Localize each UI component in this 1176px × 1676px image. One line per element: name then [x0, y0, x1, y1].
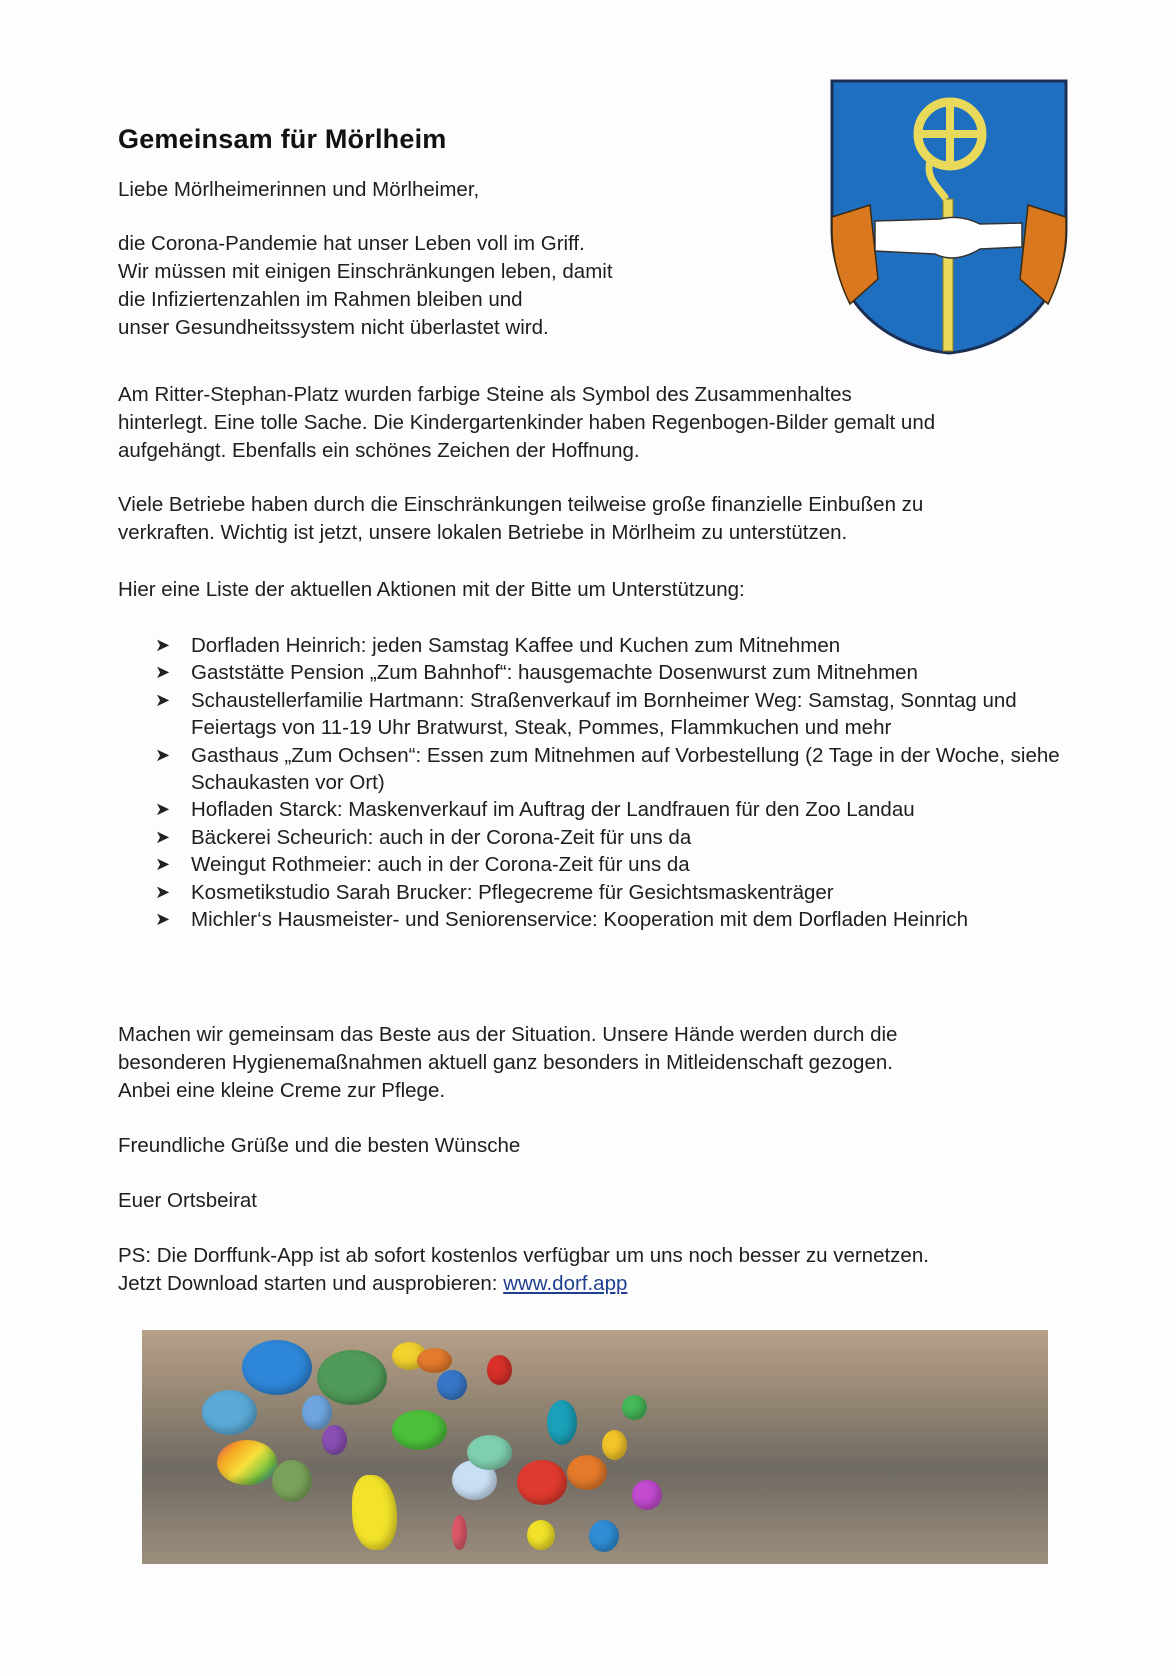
list-item: ➤ Weingut Rothmeier: auch in der Corona-Zeit für uns da [155, 851, 1075, 878]
closing-line: besonderen Hygienemaßnahmen aktuell ganz besonders in Mitleidenschaft gezogen. [118, 1051, 893, 1074]
arrowhead-bullet-icon: ➤ [155, 689, 171, 710]
greeting: Freundliche Grüße und die besten Wünsche [118, 1134, 521, 1157]
list-item: ➤ Dorfladen Heinrich: jeden Samstag Kaffee und Kuchen zum Mitnehmen [155, 632, 1075, 659]
list-item: ➤ Bäckerei Scheurich: auch in der Corona-Zeit für uns da [155, 824, 1075, 851]
painted-stones-photo [142, 1330, 1048, 1564]
business-line: verkraften. Wichtig ist jetzt, unsere lokalen Betriebe in Mörlheim zu unterstützen. [118, 521, 848, 544]
list-intro: Hier eine Liste der aktuellen Aktionen mit der Bitte um Unterstützung: [118, 578, 745, 601]
ps-line: Jetzt Download starten und ausprobieren: www.dorf.app [118, 1272, 628, 1295]
arrowhead-bullet-icon: ➤ [155, 881, 171, 902]
signature: Euer Ortsbeirat [118, 1189, 257, 1212]
arrowhead-bullet-icon: ➤ [155, 799, 171, 820]
arrowhead-bullet-icon: ➤ [155, 854, 171, 875]
salutation: Liebe Mörlheimerinnen und Mörlheimer, [118, 178, 480, 201]
list-item: ➤ Schaustellerfamilie Hartmann: Straßenverkauf im Bornheimer Weg: Samstag, Sonntag und Feiertags von 11-19 Uhr Bratwurst, Steak, Pommes, Flammkuchen und mehr [155, 688, 1017, 740]
arrowhead-bullet-icon: ➤ [155, 826, 171, 847]
stones-line: aufgehängt. Ebenfalls ein schönes Zeichen der Hoffnung. [118, 439, 640, 462]
business-line: Viele Betriebe haben durch die Einschränkungen teilweise große finanzielle Einbußen zu [118, 493, 924, 516]
stones-paragraph [118, 381, 935, 465]
list-item: ➤ Michler‘s Hausmeister- und Seniorenservice: Kooperation mit dem Dorfladen Heinrich [155, 906, 1075, 933]
dorf-app-link[interactable]: www.dorf.app [503, 1272, 628, 1295]
list-item: ➤ Kosmetikstudio Sarah Brucker: Pflegecreme für Gesichtsmaskenträger [155, 879, 1075, 906]
actions-list [155, 632, 1075, 933]
intro-line: Wir müssen mit einigen Einschränkungen leben, damit [118, 260, 613, 283]
closing-line: Anbei eine kleine Creme zur Pflege. [118, 1079, 446, 1102]
arrowhead-bullet-icon: ➤ [155, 909, 171, 930]
arrowhead-bullet-icon: ➤ [155, 635, 171, 655]
coat-of-arms-icon [830, 79, 1068, 355]
ps-paragraph [118, 1242, 929, 1298]
list-item: ➤ Hofladen Starck: Maskenverkauf im Auftrag der Landfrauen für den Zoo Landau [155, 796, 1075, 823]
arrowhead-bullet-icon: ➤ [155, 662, 171, 683]
intro-line: unser Gesundheitssystem nicht überlastet wird. [118, 316, 549, 339]
intro-line: die Corona-Pandemie hat unser Leben voll im Griff. [118, 232, 585, 255]
intro-line: die Infiziertenzahlen im Rahmen bleiben und [118, 288, 523, 311]
business-paragraph [118, 491, 923, 547]
closing-line: Machen wir gemeinsam das Beste aus der Situation. Unsere Hände werden durch die [118, 1023, 898, 1046]
closing-paragraph [118, 1021, 897, 1105]
arrowhead-bullet-icon: ➤ [155, 744, 171, 765]
stones-line: Am Ritter-Stephan-Platz wurden farbige Steine als Symbol des Zusammenhaltes [118, 383, 852, 406]
stones-line: hinterlegt. Eine tolle Sache. Die Kindergartenkinder haben Regenbogen-Bilder gemalt und [118, 411, 936, 434]
list-item: ➤ Gasthaus „Zum Ochsen“: Essen zum Mitnehmen auf Vorbestellung (2 Tage in der Woche, siehe Schaukasten vor Ort) [155, 743, 1060, 795]
list-item: ➤ Gaststätte Pension „Zum Bahnhof“: hausgemachte Dosenwurst zum Mitnehmen [155, 659, 1075, 686]
intro-paragraph [118, 230, 613, 342]
page-title: Gemeinsam für Mörlheim [118, 124, 447, 154]
ps-line: PS: Die Dorffunk-App ist ab sofort kostenlos verfügbar um uns noch besser zu vernetzen. [118, 1244, 929, 1267]
